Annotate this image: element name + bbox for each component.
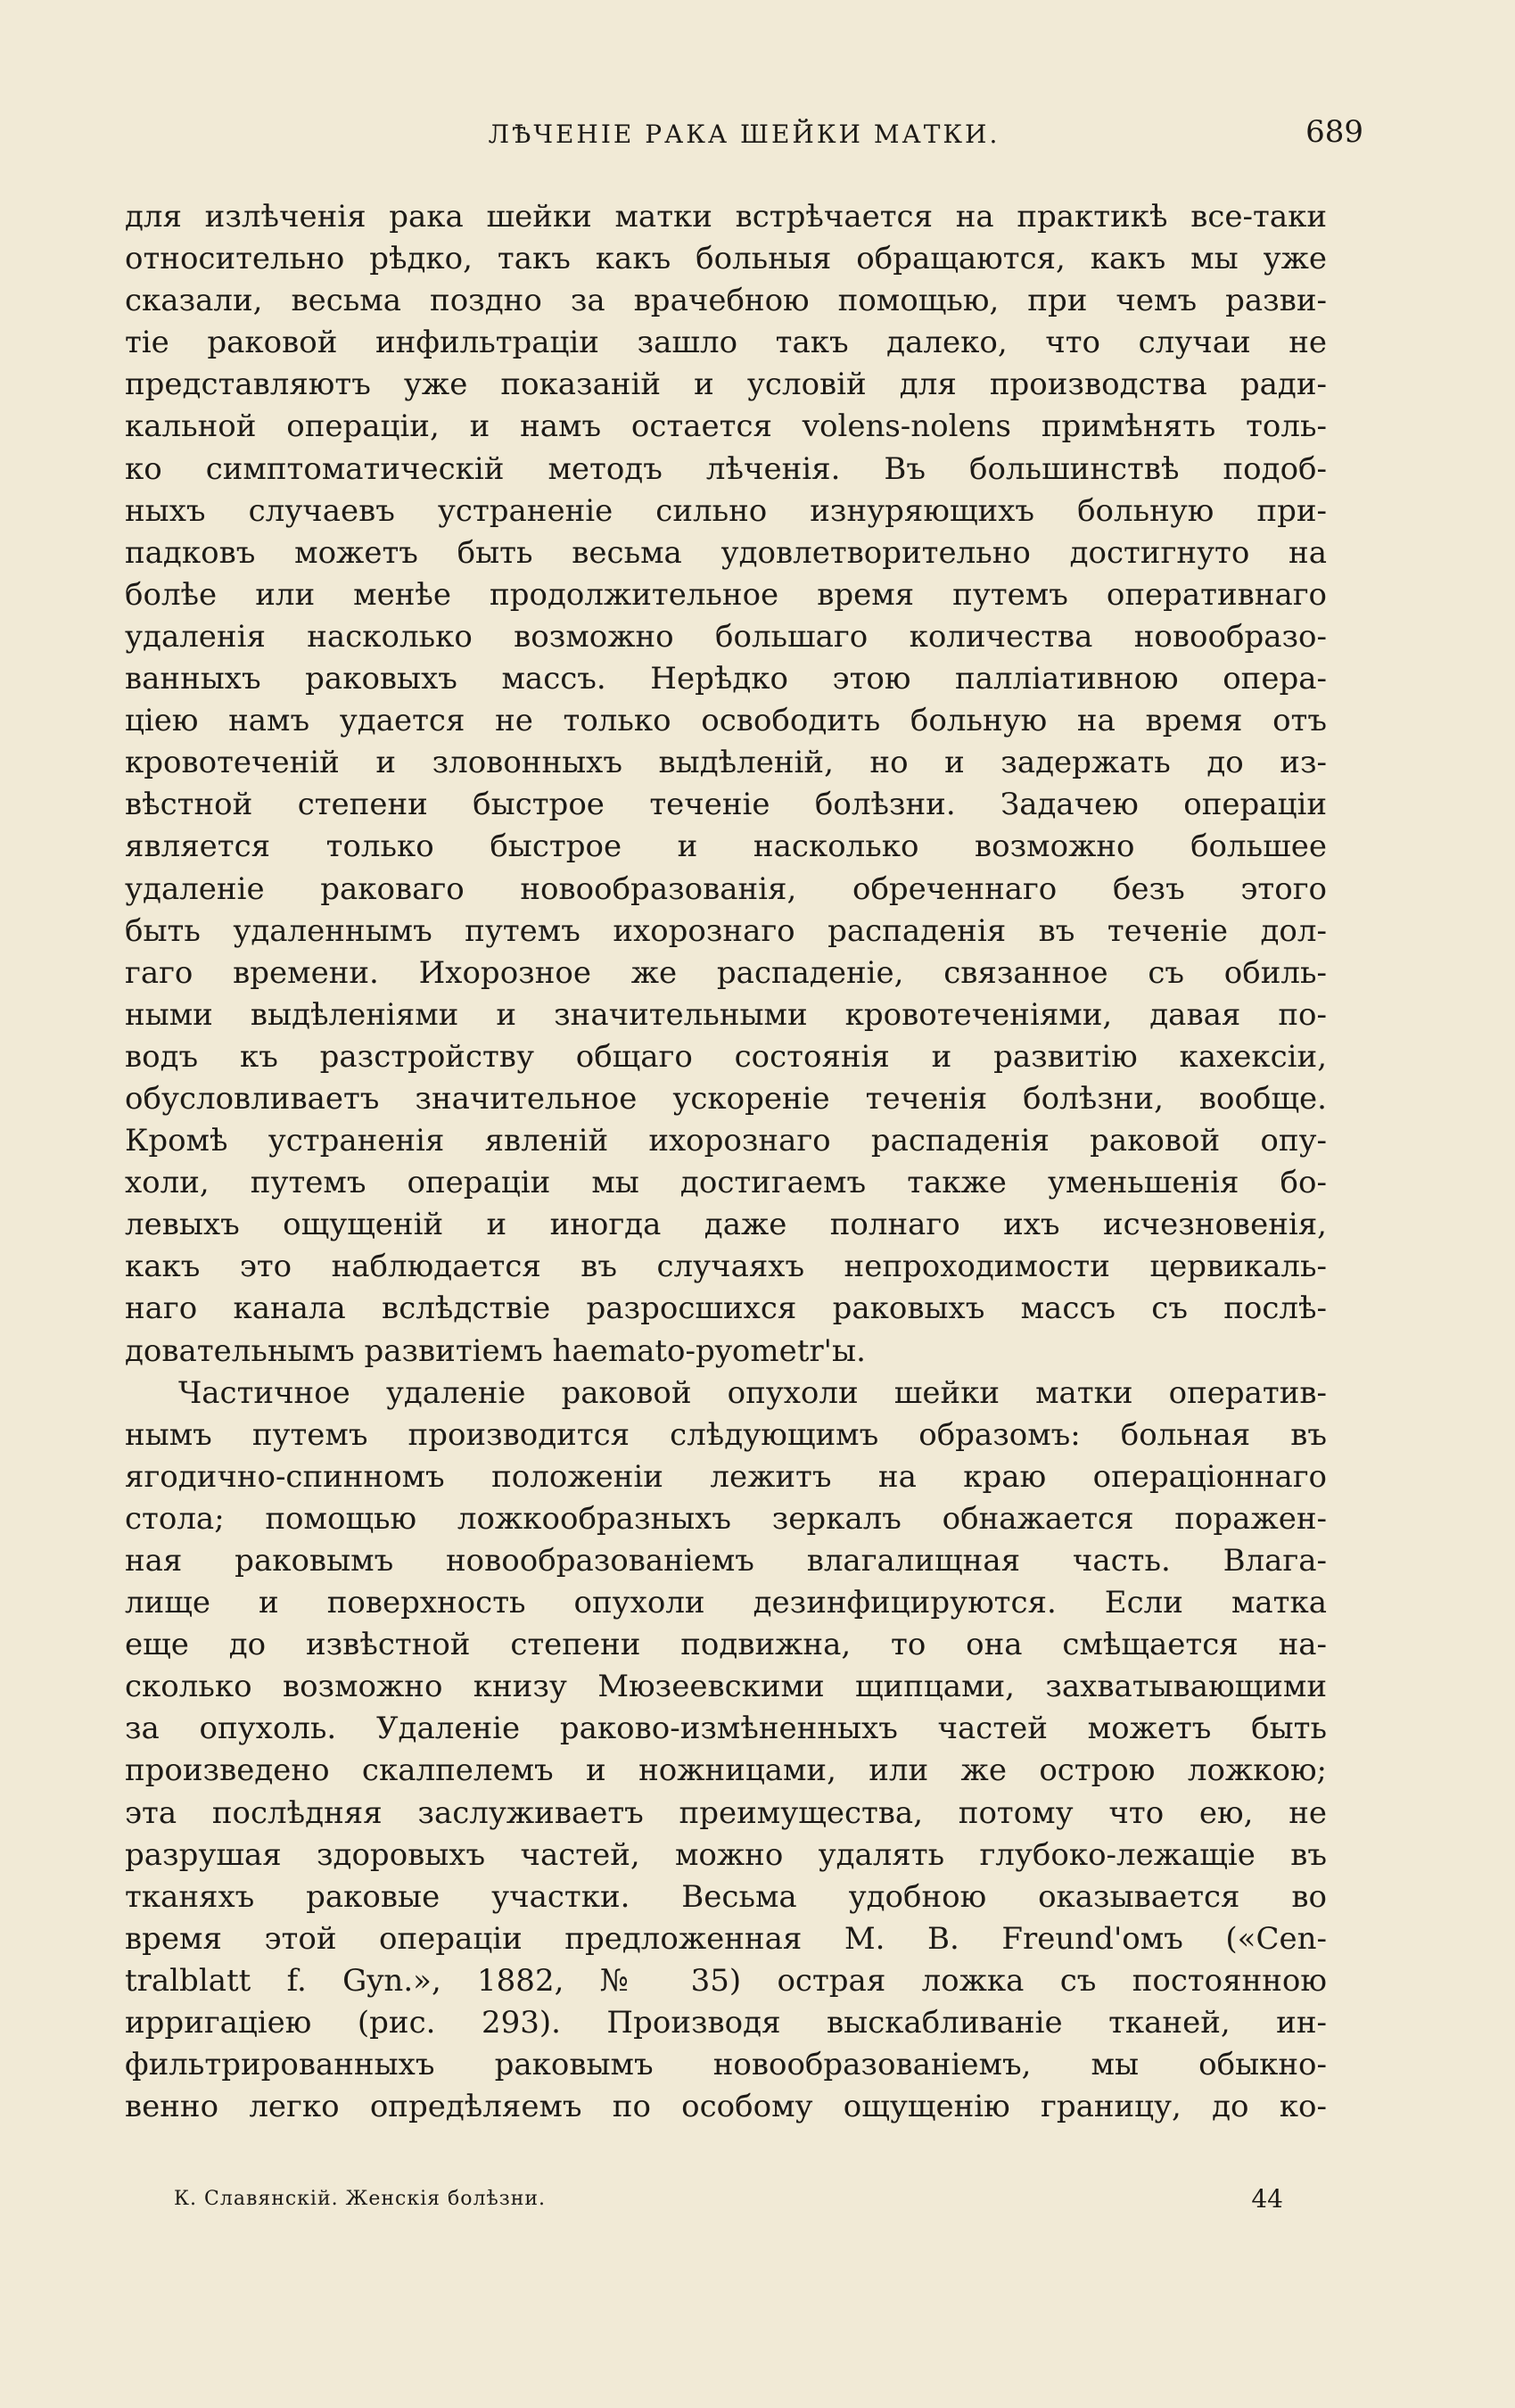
text-line: ко симптоматическій методъ лѣченія. Въ большинствѣ подоб- (125, 450, 1327, 487)
text-line: быть удаленнымъ путемъ ихорознаго распаденія въ теченіе дол- (125, 912, 1327, 949)
text-line: сказали, весьма поздно за врачебною помощью, при чемъ разви- (125, 283, 1327, 319)
text-line: является только быстрое и насколько возможно большее (125, 829, 1327, 865)
sheet-number: 44 (1251, 2184, 1283, 2214)
text-line: ванныхъ раковыхъ массъ. Нерѣдко этою палліативною опера- (125, 661, 1327, 697)
text-line: представляютъ уже показаній и условій для производства ради- (125, 367, 1327, 403)
page-number: 689 (1305, 114, 1363, 150)
text-line: тканяхъ раковые участки. Весьма удобною оказывается во (125, 1878, 1327, 1915)
text-line: обусловливаетъ значительное ускореніе теченія болѣзни, вообще. (125, 1080, 1327, 1117)
page-header (125, 114, 1363, 159)
text-line: холи, путемъ операціи мы достигаемъ также уменьшенія бо- (125, 1165, 1327, 1201)
text-line: фильтрированныхъ раковымъ новообразованіемъ, мы обыкно- (125, 2047, 1327, 2083)
text-line: сколько возможно книзу Мюзеевскими щипцами, захватывающими (125, 1669, 1327, 1705)
text-line: для излѣченія рака шейки матки встрѣчается на практикѣ все-таки (125, 199, 1327, 235)
text-line: гаго времени. Ихорозное же распаденіе, связанное съ обиль- (125, 954, 1327, 991)
text-line: болѣе или менѣе продолжительное время путемъ оперативнаго (125, 576, 1327, 613)
text-line: стола; помощью ложкообразныхъ зеркалъ обнажается поражен- (125, 1500, 1327, 1537)
paragraph-1 (125, 196, 1327, 1373)
text-line: ными выдѣленіями и значительными кровотеченіями, давая по- (125, 996, 1327, 1033)
text-line: какъ это наблюдается въ случаяхъ непроходимости цервикаль- (125, 1249, 1327, 1285)
text-line: произведено скалпелемъ и ножницами, или же острою ложкою; (125, 1752, 1327, 1789)
text-line: левыхъ ощущеній и иногда даже полнаго ихъ исчезновенія, (125, 1207, 1327, 1243)
text-line: эта послѣдняя заслуживаетъ преимущества, потому что ею, не (125, 1794, 1327, 1831)
text-line: удаленіе раковаго новообразованія, обреченнаго безъ этого (125, 870, 1327, 907)
text-line: ягодично-спинномъ положеніи лежитъ на краю операціоннаго (125, 1458, 1327, 1495)
text-line: кальной операціи, и намъ остается volens-nolens примѣнять толь- (125, 408, 1327, 445)
text-line: тіе раковой инфильтраціи зашло такъ далеко, что случаи не (125, 325, 1327, 361)
text-line: ціею намъ удается не только освободить больную на время отъ (125, 703, 1327, 739)
text-line: падковъ можетъ быть весьма удовлетворительно достигнуто на (125, 534, 1327, 571)
text-line: ныхъ случаевъ устраненіе сильно изнуряющихъ больную при- (125, 492, 1327, 529)
text-line: довательнымъ развитіемъ haemato-pyometr'ы. (125, 1332, 866, 1369)
text-line: ная раковымъ новообразованіемъ влагалищная часть. Влага- (125, 1543, 1327, 1579)
text-line: нымъ путемъ производится слѣдующимъ образомъ: больная въ (125, 1416, 1327, 1453)
text-line: вѣстной степени быстрое теченіе болѣзни. Задачею операціи (125, 787, 1327, 823)
sheet-signature: К. Славянскій. Женскія болѣзни. (174, 2188, 547, 2210)
text-line: tralblatt f. Gyn.», 1882, № 35) острая ложка съ постоянною (125, 1962, 1327, 1999)
text-line: удаленія насколько возможно большаго количества новообразо- (125, 618, 1327, 655)
text-line: разрушая здоровыхъ частей, можно удалять глубоко-лежащіе въ (125, 1836, 1327, 1873)
text-line: за опухоль. Удаленіе раково-измѣненныхъ частей можетъ быть (125, 1711, 1327, 1747)
paragraph-2 (125, 1373, 1327, 2129)
text-line: лище и поверхность опухоли дезинфицируются. Если матка (125, 1585, 1327, 1621)
text-line: венно легко опредѣляемъ по особому ощущенію границу, до ко- (125, 2089, 1327, 2125)
page-footer (174, 2184, 1283, 2220)
text-line: наго канала вслѣдствіе разросшихся раковыхъ массъ съ послѣ- (125, 1291, 1327, 1327)
text-line: относительно рѣдко, такъ какъ больныя обращаются, какъ мы уже (125, 241, 1327, 277)
body-text (125, 196, 1327, 2128)
text-line: водъ къ разстройству общаго состоянія и развитію кахексіи, (125, 1038, 1327, 1075)
text-line: еще до извѣстной степени подвижна, то она смѣщается на- (125, 1627, 1327, 1663)
text-line: ирригаціею (рис. 293). Производя выскабливаніе тканей, ин- (125, 2005, 1327, 2041)
text-line: Частичное удаленіе раковой опухоли шейки матки оператив- (178, 1374, 1327, 1411)
running-title: ЛѢЧЕНІЕ РАКА ШЕЙКИ МАТКИ. (488, 120, 1000, 149)
text-line: время этой операціи предложенная M. B. Freund'омъ («Cen- (125, 1920, 1327, 1957)
text-line: Кромѣ устраненія явленій ихорознаго распаденія раковой опу- (125, 1123, 1327, 1159)
text-line: кровотеченій и зловонныхъ выдѣленій, но и задержать до из- (125, 745, 1327, 781)
